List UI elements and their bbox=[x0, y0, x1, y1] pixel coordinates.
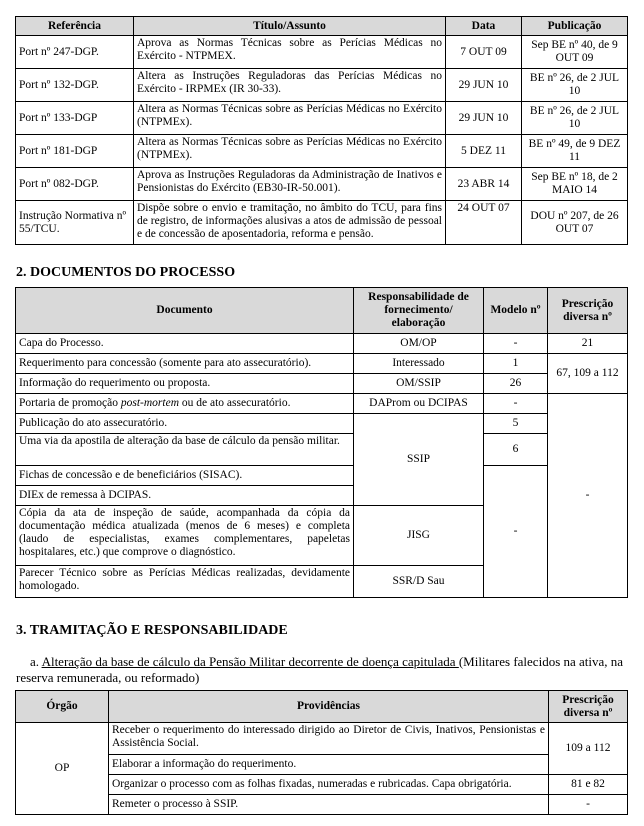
col-header-model: Modelo nº bbox=[484, 288, 548, 334]
date-cell: 5 DEZ 11 bbox=[446, 135, 522, 168]
action-cell: Organizar o processo com as folhas fixadas, numeradas e rubricadas. Capa obrigatória. bbox=[109, 775, 549, 795]
organ-cell: OP bbox=[16, 723, 109, 815]
date-cell: 29 JUN 10 bbox=[446, 102, 522, 135]
model-cell: 6 bbox=[484, 434, 548, 466]
action-cell: Elaborar a informação do requerimento. bbox=[109, 755, 549, 775]
col-header-actions: Providências bbox=[109, 691, 549, 723]
action-cell: Remeter o processo à SSIP. bbox=[109, 795, 549, 815]
section-title-documents: 2. DOCUMENTOS DO PROCESSO bbox=[16, 265, 236, 280]
document-cell: Parecer Técnico sobre as Perícias Médicas realizadas, devidamente homologado. bbox=[16, 566, 354, 598]
document-cell: DIEx de remessa à DCIPAS. bbox=[16, 486, 354, 506]
publication-cell: DOU nº 207, de 26 OUT 07 bbox=[522, 201, 628, 245]
responsibility-cell: SSR/D Sau bbox=[354, 566, 484, 598]
references-table bbox=[15, 16, 628, 245]
table-row bbox=[16, 466, 628, 486]
table-row bbox=[16, 168, 628, 201]
ref-cell: Instrução Normativa nº 55/TCU. bbox=[16, 201, 134, 245]
document-italic-text: post-mortem bbox=[120, 397, 180, 409]
prescription-cell: - bbox=[548, 394, 628, 598]
title-cell: Altera as Normas Técnicas sobre as Perícias Médicas no Exército (NTPMEx). bbox=[134, 135, 446, 168]
model-cell: - bbox=[484, 394, 548, 414]
date-cell: 23 ABR 14 bbox=[446, 168, 522, 201]
ref-cell: Port nº 082-DGP. bbox=[16, 168, 134, 201]
table-row bbox=[16, 354, 628, 374]
document-cell: Informação do requerimento ou proposta. bbox=[16, 374, 354, 394]
publication-cell: Sep BE nº 18, de 2 MAIO 14 bbox=[522, 168, 628, 201]
table-row bbox=[16, 135, 628, 168]
title-cell: Aprova as Instruções Reguladoras da Administração de Inativos e Pensionistas do Exército (EB30-IR-50.001). bbox=[134, 168, 446, 201]
document-cell: Requerimento para concessão (somente para ato assecuratório). bbox=[16, 354, 354, 374]
model-cell: - bbox=[484, 334, 548, 354]
responsibility-cell: JISG bbox=[354, 506, 484, 566]
prescription-cell: 109 a 112 bbox=[549, 723, 628, 775]
table-row bbox=[16, 374, 628, 394]
date-cell: 24 OUT 07 bbox=[446, 201, 522, 245]
title-cell: Altera as Normas Técnicas sobre as Perícias Médicas no Exército (NTPMEx). bbox=[134, 102, 446, 135]
document-cell: Cópia da ata de inspeção de saúde, acompanhada da cópia da documentação médica atualizada (menos de 6 meses) e completa (laudo de especialistas, exames complementares, papeletas hospitalares, etc.) que comprove o diagnóstico. bbox=[16, 506, 354, 566]
col-header-publication: Publicação bbox=[522, 17, 628, 36]
ref-cell: Port nº 133-DGP bbox=[16, 102, 134, 135]
model-cell: - bbox=[484, 466, 548, 598]
col-header-date: Data bbox=[446, 17, 522, 36]
col-header-organ: Órgão bbox=[16, 691, 109, 723]
ref-cell: Port nº 181-DGP bbox=[16, 135, 134, 168]
table-row bbox=[16, 334, 628, 354]
table-row bbox=[16, 201, 628, 245]
prescription-cell: 67, 109 a 112 bbox=[548, 354, 628, 394]
action-cell: Receber o requerimento do interessado dirigido ao Diretor de Civis, Inativos, Pensionistas e Assistência Social. bbox=[109, 723, 549, 755]
ref-cell: Port nº 132-DGP. bbox=[16, 69, 134, 102]
publication-cell: BE nº 26, de 2 JUL 10 bbox=[522, 69, 628, 102]
document-cell: Capa do Processo. bbox=[16, 334, 354, 354]
section-title-procedure: 3. TRAMITAÇÃO E RESPONSABILIDADE bbox=[16, 623, 288, 638]
document-cell: Uma via da apostila de alteração da base de cálculo da pensão militar. bbox=[16, 434, 354, 466]
publication-cell: BE nº 49, de 9 DEZ 11 bbox=[522, 135, 628, 168]
table-row bbox=[16, 69, 628, 102]
col-header-responsibility: Responsabilidade de fornecimento/ elaboração bbox=[354, 288, 484, 334]
documents-table bbox=[15, 287, 628, 598]
col-header-reference: Referência bbox=[16, 17, 134, 36]
publication-cell: BE nº 26, de 2 JUL 10 bbox=[522, 102, 628, 135]
document-cell: Publicação do ato assecuratório. bbox=[16, 414, 354, 434]
document-text-suffix: ou de ato assecuratório. bbox=[179, 397, 291, 409]
title-cell: Aprova as Normas Técnicas sobre as Perícias Médicas no Exército - NTPMEX. bbox=[134, 36, 446, 69]
date-cell: 29 JUN 10 bbox=[446, 69, 522, 102]
table-row bbox=[16, 434, 628, 466]
col-header-prescription: Prescrição diversa nº bbox=[549, 691, 628, 723]
table-row bbox=[16, 414, 628, 434]
col-header-title: Título/Assunto bbox=[134, 17, 446, 36]
subsection-underlined-title: Alteração da base de cálculo da Pensão Militar decorrente de doença capitulada bbox=[41, 654, 459, 669]
responsibility-cell: Interessado bbox=[354, 354, 484, 374]
publication-cell: Sep BE nº 40, de 9 OUT 09 bbox=[522, 36, 628, 69]
model-cell: 1 bbox=[484, 354, 548, 374]
table-row bbox=[16, 36, 628, 69]
responsibility-cell: OM/SSIP bbox=[354, 374, 484, 394]
responsibility-cell: OM/OP bbox=[354, 334, 484, 354]
col-header-prescription: Prescrição diversa nº bbox=[548, 288, 628, 334]
responsibility-cell: SSIP bbox=[354, 414, 484, 506]
model-cell: 26 bbox=[484, 374, 548, 394]
subsection-prefix: a. bbox=[30, 654, 42, 669]
table-row bbox=[16, 102, 628, 135]
date-cell: 7 OUT 09 bbox=[446, 36, 522, 69]
document-cell bbox=[16, 394, 354, 414]
document-cell: Fichas de concessão e de beneficiários (SISAC). bbox=[16, 466, 354, 486]
title-cell: Altera as Instruções Reguladoras das Perícias Médicas no Exército - IRPMEx (IR 30-33). bbox=[134, 69, 446, 102]
table-row bbox=[16, 723, 628, 755]
subsection-heading bbox=[16, 654, 630, 686]
ref-cell: Port nº 247-DGP. bbox=[16, 36, 134, 69]
procedure-table bbox=[15, 690, 628, 815]
table-row bbox=[16, 394, 628, 414]
model-cell: 5 bbox=[484, 414, 548, 434]
title-cell: Dispõe sobre o envio e tramitação, no âmbito do TCU, para fins de registro, de informações alusivas a atos de admissão de pessoal e de concessão de aposentadoria, reforma e pensão. bbox=[134, 201, 446, 245]
document-text: Portaria de promoção bbox=[19, 397, 121, 409]
prescription-cell: - bbox=[549, 795, 628, 815]
prescription-cell: 81 e 82 bbox=[549, 775, 628, 795]
subsection-suffix: (Militares falecidos na ativa, na reserva remunerada, ou reformado) bbox=[16, 654, 624, 685]
col-header-document: Documento bbox=[16, 288, 354, 334]
prescription-cell: 21 bbox=[548, 334, 628, 354]
responsibility-cell: DAProm ou DCIPAS bbox=[354, 394, 484, 414]
